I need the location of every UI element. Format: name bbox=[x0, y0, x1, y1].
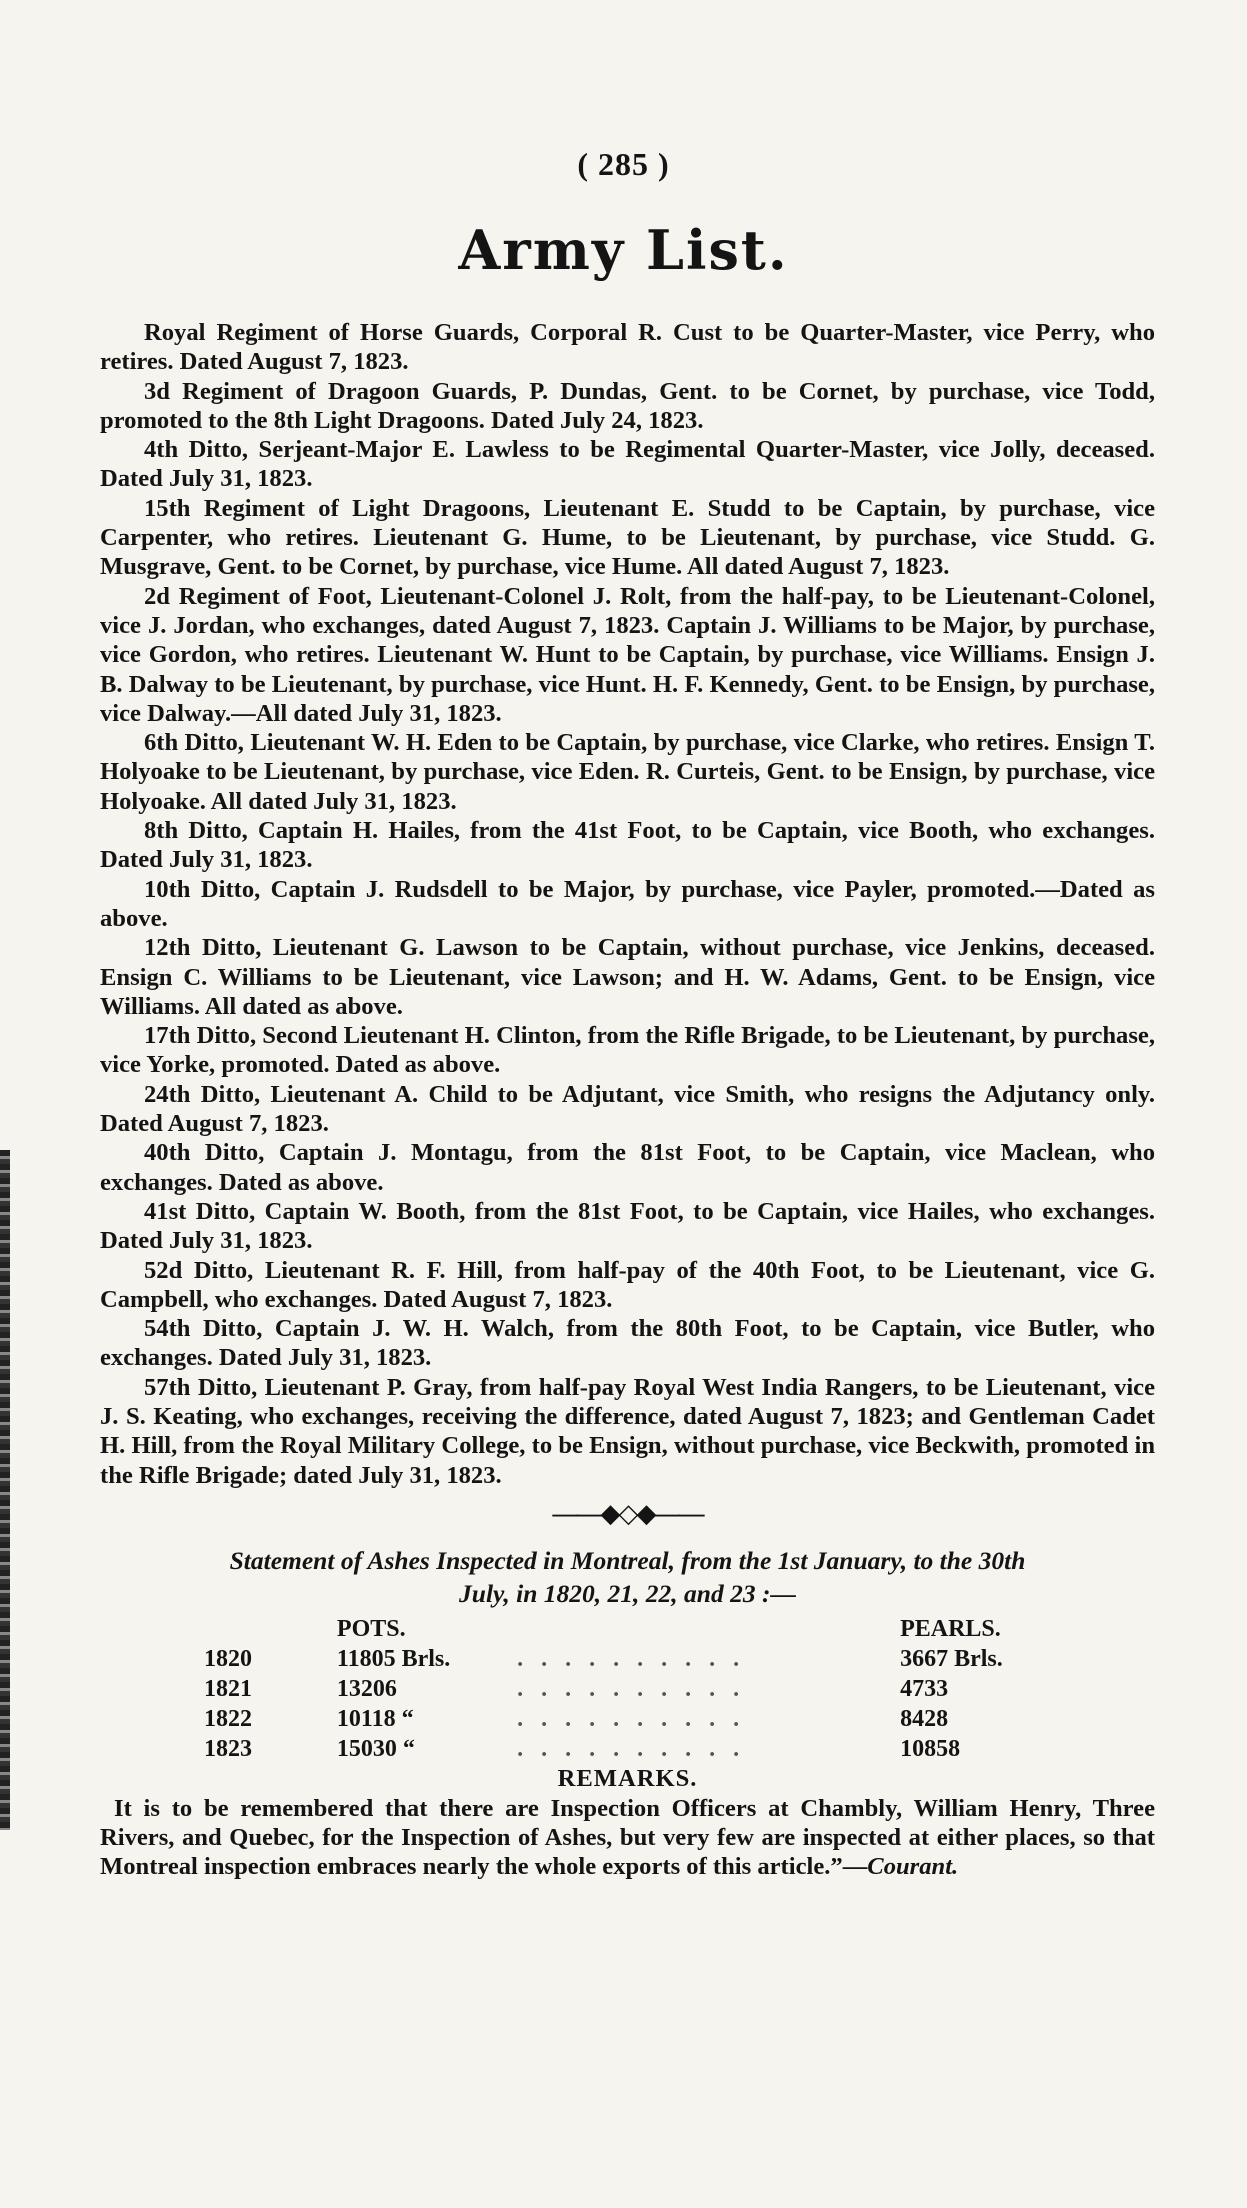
cell-leader: . . . . . . . . . . bbox=[517, 1735, 746, 1762]
army-list-entry: 24th Ditto, Lieutenant A. Child to be Adjutant, vice Smith, who resigns the Adjutancy only. Dated August 7, 1823. bbox=[100, 1080, 1155, 1138]
table-row bbox=[204, 1734, 1024, 1764]
army-list-entry: 12th Ditto, Lieutenant G. Lawson to be Captain, without purchase, vice Jenkins, deceased. Ensign C. Williams to be Lieutenant, vice Lawson; and H. W. Adams, Gent. to be Ensign, vice Williams. All dated as above. bbox=[100, 934, 1155, 1020]
statement-heading-line: Statement of Ashes Inspected in Montreal, from the 1st January, to the 30th bbox=[229, 1545, 1026, 1575]
remarks-source: Courant. bbox=[867, 1853, 959, 1881]
cell-pots: 10118 “ bbox=[336, 1705, 414, 1732]
binding-edge bbox=[0, 1150, 10, 1830]
cell-pearls: 4733 bbox=[900, 1675, 949, 1702]
cell-pearls: 8428 bbox=[900, 1705, 949, 1732]
statement-heading-line: July, in 1820, 21, 22, and 23 :— bbox=[459, 1578, 796, 1608]
army-list-entry: 2d Regiment of Foot, Lieutenant-Colonel J. Rolt, from the half-pay, to be Lieutenant-Colonel, vice J. Jordan, who exchanges, dated August 7, 1823. Captain J. Williams to be Major, by purchase, vice Gordon, who retires. Lieutenant W. Hunt to be Captain, by purchase, vice Williams. Ensign J. B. Dalway to be Lieutenant, by purchase, vice Hunt. H. F. Kennedy, Gent. to be Ensign, by purchase, vice Dalway.—All dated July 31, 1823. bbox=[100, 582, 1155, 727]
army-list-entry: 17th Ditto, Second Lieutenant H. Clinton, from the Rifle Brigade, to be Lieutenant, by purchase, vice Yorke, promoted. Dated as above. bbox=[100, 1022, 1155, 1079]
cell-year: 1822 bbox=[204, 1705, 252, 1732]
col-header-pearls: PEARLS. bbox=[900, 1615, 1001, 1642]
table-header-row bbox=[204, 1614, 1024, 1644]
army-list-entry: 52d Ditto, Lieutenant R. F. Hill, from half-pay of the 40th Foot, to be Lieutenant, vice G. Campbell, who exchanges. Dated August 7, 1823. bbox=[100, 1256, 1155, 1313]
army-list-entry: 41st Ditto, Captain W. Booth, from the 81st Foot, to be Captain, vice Hailes, who exchanges. Dated July 31, 1823. bbox=[100, 1197, 1155, 1255]
remarks-heading: REMARKS. bbox=[557, 1764, 698, 1792]
table-row bbox=[204, 1674, 1024, 1704]
remarks-body: It is to be remembered that there are Inspection Officers at Chambly, William Henry, Three Rivers, and Quebec, for the Inspection of Ashes, but very few are inspected at either places, so that Montreal inspection embraces nearly the whole exports of this article.”— bbox=[100, 1794, 1155, 1881]
army-list-entry: 40th Ditto, Captain J. Montagu, from the 81st Foot, to be Captain, vice Maclean, who exchanges. Dated as above. bbox=[100, 1139, 1155, 1196]
army-list-entry: 54th Ditto, Captain J. W. H. Walch, from the 80th Foot, to be Captain, vice Butler, who exchanges. Dated July 31, 1823. bbox=[100, 1315, 1155, 1372]
army-list-entry: 10th Ditto, Captain J. Rudsdell to be Major, by purchase, vice Payler, promoted.—Dated as above. bbox=[100, 875, 1155, 932]
army-list-entry: 8th Ditto, Captain H. Hailes, from the 41st Foot, to be Captain, vice Booth, who exchanges. Dated July 31, 1823. bbox=[100, 817, 1155, 874]
remarks-text bbox=[100, 1794, 1155, 1882]
cell-year: 1821 bbox=[204, 1675, 252, 1702]
cell-pots: 11805 Brls. bbox=[336, 1645, 451, 1672]
article-body bbox=[100, 318, 1155, 1882]
cell-leader: . . . . . . . . . . bbox=[517, 1705, 746, 1732]
cell-year: 1820 bbox=[204, 1645, 252, 1672]
table-row bbox=[204, 1704, 1024, 1734]
cell-leader: . . . . . . . . . . bbox=[517, 1675, 746, 1702]
page-number: ( 285 ) bbox=[577, 146, 670, 182]
army-list-entry: 6th Ditto, Lieutenant W. H. Eden to be Captain, by purchase, vice Clarke, who retires. Ensign T. Holyoake to be Lieutenant, by purchase, vice Eden. R. Curteis, Gent. to be Ensign, by purchase, vice Holyoake. All dated July 31, 1823. bbox=[100, 729, 1155, 815]
table-row bbox=[204, 1644, 1024, 1674]
cell-year: 1823 bbox=[204, 1735, 252, 1762]
army-list-entry: 15th Regiment of Light Dragoons, Lieutenant E. Studd to be Captain, by purchase, vice Carpenter, who retires. Lieutenant G. Hume, to be Lieutenant, by purchase, vice Studd. G. Musgrave, Gent. to be Cornet, by purchase, vice Hume. All dated August 7, 1823. bbox=[100, 494, 1155, 581]
army-list-entry: Royal Regiment of Horse Guards, Corporal R. Cust to be Quarter-Master, vice Perry, who retires. Dated August 7, 1823. bbox=[100, 319, 1155, 376]
section-ornament: ——◆◇◆—— bbox=[552, 1498, 703, 1528]
army-list-entry: 4th Ditto, Serjeant-Major E. Lawless to be Regimental Quarter-Master, vice Jolly, deceased. Dated July 31, 1823. bbox=[100, 436, 1155, 493]
army-list-entry: 57th Ditto, Lieutenant P. Gray, from half-pay Royal West India Rangers, to be Lieutenant, vice J. S. Keating, who exchanges, receiving the difference, dated August 7, 1823; and Gentleman Cadet H. Hill, from the Royal Military College, to be Ensign, without purchase, vice Beckwith, promoted in the Rifle Brigade; dated July 31, 1823. bbox=[100, 1373, 1155, 1489]
cell-pots: 15030 “ bbox=[336, 1735, 415, 1762]
cell-pots: 13206 bbox=[336, 1675, 397, 1702]
ashes-table bbox=[204, 1614, 1024, 1764]
statement-heading bbox=[100, 1544, 1155, 1610]
army-list-entry: 3d Regiment of Dragoon Guards, P. Dundas, Gent. to be Cornet, by purchase, vice Todd, promoted to the 8th Light Dragoons. Dated July 24, 1823. bbox=[100, 377, 1155, 434]
page-title: Army List. bbox=[458, 218, 789, 282]
cell-leader: . . . . . . . . . . bbox=[517, 1645, 746, 1672]
col-header-pots: POTS. bbox=[336, 1615, 406, 1642]
cell-pearls: 10858 bbox=[900, 1735, 961, 1762]
cell-pearls: 3667 Brls. bbox=[900, 1645, 1003, 1672]
